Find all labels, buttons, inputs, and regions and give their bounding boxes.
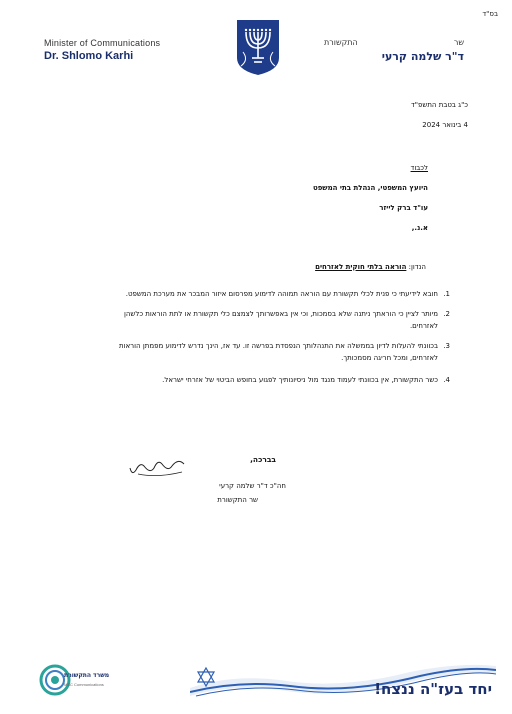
ministry-logo-text-he: משרד התקשורת [64, 672, 110, 679]
bsd-header: בס"ד [482, 10, 498, 18]
minister-title-en: Minister of Communications [44, 38, 161, 48]
paragraph-number: 4. [443, 376, 450, 384]
recipient-line-3: א.נ., [411, 224, 428, 232]
title-he-word-communications: התקשורת [324, 38, 358, 47]
signature-greeting: בברכה, [250, 455, 276, 464]
paragraph-number: 3. [443, 342, 450, 350]
recipient-line-2: עו"ד ברק לייזר [379, 204, 428, 212]
paragraph-text: כשר התקשורת, אין בכוונתי לעמוד מנגד מול ניסיונותיך לפגוע בחופש הביטוי של אזרחי ישראל. [162, 376, 438, 384]
ministry-logo [38, 658, 110, 708]
paragraph-text: בכוונתי להעלות לדיון בממשלה את התנהלותך הנפסדת בפרשה זו. עד אז, הינך נדרש לדימוע מפמתן הוראות [118, 342, 438, 350]
signature-role: שר התקשורת [217, 496, 258, 504]
paragraph-text-continued: לאזרחים. [409, 322, 438, 330]
recipient-line-1: היועץ המשפטי, הנהלת בתי המשפט [312, 184, 428, 192]
to-label: לכבוד [410, 164, 428, 172]
paragraph-text: חובא לידיעתי כי פנית לכלי תקשורת עם הוראה תמוהה לדימוע מפרסום איזור המבכר את מערכת המשפט. [125, 290, 438, 298]
minister-name-he: ד"ר שלמה קרעי [381, 50, 464, 63]
paragraph-text: מיותר לציין כי הוראתך ניתנה שלא בסמכות, וכי אין באפשרותך לצמצם כלי תקשורת או לתת הוראות כלשהן [123, 310, 438, 318]
handwritten-signature-icon [128, 456, 188, 482]
minister-title-he [324, 38, 464, 47]
slogan-banner [190, 660, 496, 704]
paragraph-number: 2. [443, 310, 450, 318]
date-gregorian: 4 בינואר 2024 [422, 121, 468, 129]
state-emblem-icon [233, 18, 283, 76]
date-hebrew: כ"ג בטבת התשפ"ד [410, 101, 468, 109]
subject-label: הנדון: [408, 263, 426, 271]
minister-name-en: Dr. Shlomo Karhi [44, 50, 134, 62]
slogan-text: יחד בעז"ה ננצח! [374, 680, 492, 698]
paragraph-text-continued: לאזרחים, ומכל חריגה מסמכותך. [341, 354, 438, 362]
subject-line [315, 262, 426, 272]
signature-name: חה"כ ד"ר שלמה קרעי [219, 482, 286, 490]
title-he-word-minister: שר [453, 38, 464, 47]
paragraph-number: 1. [443, 290, 450, 298]
ministry-logo-text-en: M&C Communications [64, 682, 104, 687]
subject-text: הוראה בלתי חוקית לאזרחים [315, 263, 407, 271]
